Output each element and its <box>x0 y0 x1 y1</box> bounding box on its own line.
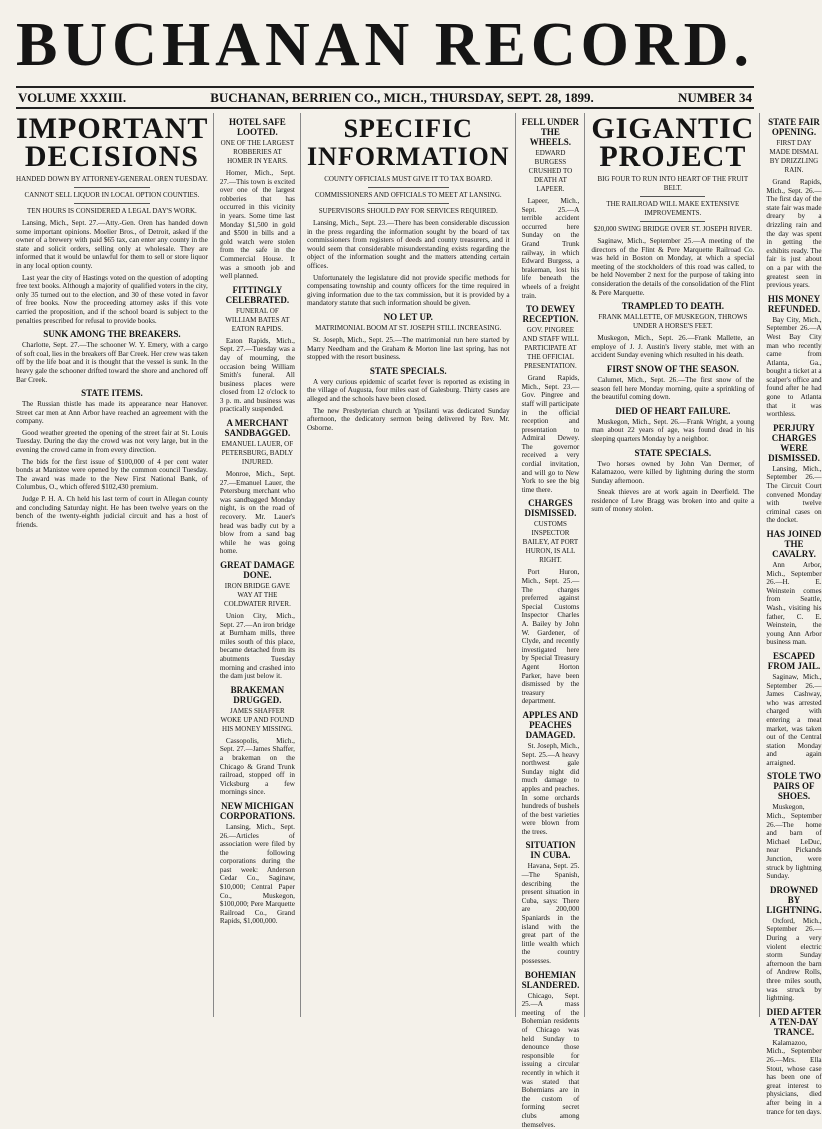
divider <box>74 203 151 204</box>
article-paragraph: Calumet, Mich., Sept. 26.—The first snow of the season fell here Monday morning, quite a sprinkling of the beautiful coming down. <box>591 375 755 402</box>
subhead: ESCAPED FROM JAIL. <box>767 650 821 671</box>
headline-hotel-safe: HOTEL SAFE LOOTED. <box>229 117 286 137</box>
subhead: PERJURY CHARGES WERE DISMISSED. <box>768 422 820 463</box>
deck: FIRST DAY MADE DISMAL BY DRIZZLING RAIN. <box>769 139 819 174</box>
column-3 <box>307 113 516 1017</box>
article-paragraph: Chicago, Sept. 25.—A mass meeting of the Bohemian residents of Chicago was held Sunday to denounce those responsible for issuing a circular recently in which it was stated that Bohemians are in the custom of forming secret clubs among themselves. <box>521 991 580 1129</box>
article-paragraph: Oxford, Mich., September 26.—During a very violent electric storm Sunday afternoon the barn of Andrew Rolls, three miles south, was struck by lightning. <box>766 916 822 1003</box>
article-paragraph: Monroe, Mich., Sept. 27.—Emanuel Lauer, the Petersburg merchant who was sandbagged Monday night, is on the road of recovery. Mr. Lauer's head was badly cut by a blow from a sand bag while he was going home. <box>219 470 295 556</box>
subhead: APPLES AND PEACHES DAMAGED. <box>522 709 579 740</box>
article-paragraph: A very curious epidemic of scarlet fever is reported as existing in the village of Augusta, four miles east of Galesburg. Thirty cases are alleged and the schools have been closed. <box>306 377 510 403</box>
deck: IRON BRIDGE GAVE WAY AT THE COLDWATER RIVER. <box>223 582 291 608</box>
article-paragraph: Port Huron, Mich., Sept. 25.—The charges preferred against Special Customs Inspector Charles A. Bailey by John W. Gardener, of Clyde, and recently investigated here by Special Treasury Agent Horton Parker, have been dismissed by the treasury department. <box>521 568 580 706</box>
article-paragraph: Lansing, Mich., Sept. 27.—Atty.-Gen. Oren has handed down some important opinions. Moelier Bros., of Detroit, asked if the owner of a brewery with paid $65 tax, can enter any county in the state and solicit orders, selling only at wholesale. They are informed that it would be unlawful for them to sell or store liquor in any local option county. <box>16 219 208 270</box>
headline-specific-information: SPECIFIC INFORMATION <box>306 114 510 171</box>
headline-state-fair: STATE FAIR OPENING. <box>768 117 820 137</box>
column-4 <box>521 113 586 1129</box>
subhead: A MERCHANT SANDBAGGED. <box>224 418 291 439</box>
article-paragraph: Union City, Mich., Sept. 27.—An iron bridge at Burnham mills, three miles south of this place, became detached from its abutments Tuesday morning and crashed into the dam just below it. <box>219 612 295 681</box>
deck: EMANUEL LAUER, OF PETERSBURG, BADLY INJURED. <box>221 440 294 467</box>
article-paragraph: Good weather greeted the opening of the street fair at St. Louis Tuesday. During the day the crowd was not very large, but in the evening the crowd came in from every direction. <box>16 428 208 455</box>
subhead: FIRST SNOW OF THE SEASON. <box>606 363 739 374</box>
article-paragraph: Sneak thieves are at work again in Deerfield. The residence of Lew Bragg was broken into and quite a sum of money stolen. <box>591 488 755 514</box>
deck: JAMES SHAFFER WOKE UP AND FOUND HIS MONEY MISSING. <box>220 706 295 733</box>
deck: THE RAILROAD WILL MAKE EXTENSIVE IMPROVEMENTS. <box>606 200 740 217</box>
deck: $20,000 SWING BRIDGE OVER ST. JOSEPH RIVER. <box>593 225 752 233</box>
article-paragraph: Charlotte, Sept. 27.—The schooner W. Y. Emery, with a cargo of soft coal, lies in the breakers off Bar Creek. Her crew was taken off by the life boat and it is thought that the vessel is sunk. In the heavy gale the schooner drifted toward the shore and anchored off Bar Creek. <box>16 341 208 384</box>
article-paragraph: The Russian thistle has made its appearance near Hanover. Street car men at Ann Arbor have reached an agreement with the company. <box>16 400 208 426</box>
divider <box>640 196 705 197</box>
article-paragraph: Grand Rapids, Mich., Sept. 26.—The first day of the state fair was made dreary by a drizzling rain and the day was spent in getting the exhibits ready. The fair is just about on a par with the greatest seen in previous years. <box>766 178 822 290</box>
subhead: DIED AFTER A TEN-DAY TRANCE. <box>766 1006 822 1037</box>
column-2 <box>220 113 301 1017</box>
article-paragraph: St. Joseph, Mich., Sept. 25.—A heavy northwest gale Sunday night did much damage to apples and peaches. In some orchards hundreds of bushels of the best varieties were blown from the trees. <box>521 741 580 836</box>
article-paragraph: Grand Rapids, Mich., Sept. 23.—Gov. Pingree and staff will participate in the official reception and presentation to Admiral Dewey. The governor received a very cordial invitation, and will go to New York to see the big time there. <box>521 374 580 494</box>
divider <box>74 187 151 188</box>
deck: HANDED DOWN BY ATTORNEY-GENERAL OREN TUESDAY. <box>16 175 208 183</box>
article-paragraph: St. Joseph, Mich., Sept. 25.—The matrimonial run here started by Marry Needham and the Graham & Morton line last spring, has not stopped with the resort business. <box>306 335 510 362</box>
headline-important-decisions: IMPORTANT DECISIONS <box>16 112 209 173</box>
deck: COMMISSIONERS AND OFFICIALS TO MEET AT LANSING. <box>314 191 502 199</box>
masthead <box>16 10 754 86</box>
headline-fell-under-wheels: FELL UNDER THE WHEELS. <box>521 117 580 147</box>
subhead: BRAKEMAN DRUGGED. <box>230 684 285 705</box>
article-paragraph: Ann Arbor, Mich., September 26.—H. E. Weinstein comes from Seattle, Wash., visiting his father, C. E. Weinstein, the young Ann Arbor business man. <box>766 561 822 647</box>
dateline-bar <box>16 86 754 109</box>
article-paragraph: Muskegon, Mich., Sept. 26.—Frank Mallette, an employe of J. J. Austin's livery stable, met with an accident Sunday evening which resulted in his death. <box>591 334 755 360</box>
article-paragraph: Muskegon, Mich., Sept. 26.—Frank Wright, a young man about 22 years of age, was found dead in his sleeping quarters Monday by a neighbor. <box>591 417 755 443</box>
article-paragraph: Lansing, Mich., September 26.—The Circuit Court convened Monday with twelve criminal cases on the docket. <box>766 464 822 525</box>
column-6 <box>766 113 822 1116</box>
article-paragraph: Saginaw, Mich., September 26.—James Cashway, who was arrested charged with entering a meat market, was taken out of the Central station Monday and again arraigned. <box>766 672 822 767</box>
deck: ONE OF THE LARGEST ROBBERIES AT HOMER IN YEARS. <box>220 139 295 165</box>
article-paragraph: Kalamazoo, Mich., September 26.—Mrs. Ella Stout, whose case has been one of great interest to physicians, died after being in a trance for ten days. <box>766 1038 822 1116</box>
article-paragraph: Saginaw, Mich., September 25.—A meeting of the directors of the Flint & Pere Marquette Railroad Co. was held in Boston on Monday, at which a special meeting of the stockholders of this road was called, to be held November 2 next for the purpose of taking into consideration the details of the consolidation of the Flint & Pere Marquette. <box>591 237 755 297</box>
issue-number: NUMBER 34 <box>677 89 752 105</box>
newspaper-title: BUCHANAN RECORD. <box>16 11 754 79</box>
article-paragraph: Cassopolis, Mich., Sept. 27.—James Shaffer, a brakeman on the Chicago & Grand Trunk railroad, stopped off in Vicksburg a few mornings since. <box>219 736 295 797</box>
subhead: NO LET UP. <box>383 311 433 322</box>
article-paragraph: Lansing, Mich., Sept. 26.—Articles of association were filed by the following corporations during the past week: Anderson Cedar Co., Saginaw, $10,000; Central Paper Co., Muskegon, $100,000; Pere Marquette Railroad Co., Grand Rapids, $1,000,000. <box>219 822 295 926</box>
subhead: CHARGES DISMISSED. <box>524 498 577 519</box>
article-paragraph: Last year the city of Hastings voted on the question of adopting free text books. Although a majority of qualified voters in the city, only 35 turned out to the election, and 30 of these voted in favor of free books. Now the proceeding attorney asks if this vote carried the proposition, and if the school board is subject to the penalties prescribed for refusal to provide books. <box>16 273 208 325</box>
volume-label: VOLUME XXXIII. <box>18 89 127 105</box>
place-date: BUCHANAN, BERRIEN CO., MICH., THURSDAY, SEPT. 28, 1899. <box>210 89 594 105</box>
article-paragraph: Lapeer, Mich., Sept. 25.—A terrible accident occurred here Sunday on the Grand Trunk railway, in which Edward Burgess, a brakeman, lost his life beneath the wheels of a freight train. <box>521 197 580 300</box>
article-paragraph: Bay City, Mich., September 26.—A West Bay City man who recently came from Atlanta, Ga., bought a ticket at a scalper's office and found after he had gone to Atlanta that it was worthless. <box>766 315 822 419</box>
deck: TEN HOURS IS CONSIDERED A LEGAL DAY'S WORK. <box>27 207 197 215</box>
subhead-state-items: STATE ITEMS. <box>81 388 143 399</box>
subhead: DROWNED BY LIGHTNING. <box>766 884 822 915</box>
article-paragraph: Homer, Mich., Sept. 27.—This town is excited over one of the largest robberies that has occurred in this vicinity in years. Some time last Monday $1,500 in gold and $500 in bills and a gold watch were stolen from the safe in the Commercial House. It was a smooth job and well planned. <box>219 169 295 281</box>
subhead-state-specials: STATE SPECIALS. <box>634 447 712 458</box>
deck: FRANK MALLETTE, OF MUSKEGON, THROWS UNDER A HORSE'S FEET. <box>598 313 748 331</box>
column-1 <box>16 113 214 1017</box>
deck: FUNERAL OF WILLIAM BATES AT EATON RAPIDS. <box>225 306 290 333</box>
subhead: TO DEWEY RECEPTION. <box>522 304 579 325</box>
divider <box>368 187 449 188</box>
article-paragraph: Lansing, Mich., Sept. 23.—There has been considerable discussion in the press regarding the information sought by the board of tax commissioners from registers of deeds and county treasurers, and it would seem that considerable misunderstanding exists regarding the object of the information sought and the matters attending certain offices. <box>306 219 510 270</box>
subhead-state-specials: STATE SPECIALS. <box>369 365 447 376</box>
article-paragraph: Two horses owned by John Van Dermer, of Kalamazoo, were killed by lightning during the storm Sunday afternoon. <box>591 459 755 485</box>
deck: SUPERVISORS SHOULD PAY FOR SERVICES REQUIRED. <box>318 207 498 215</box>
column-5 <box>591 113 760 1017</box>
deck: COUNTY OFFICIALS MUST GIVE IT TO TAX BOARD. <box>324 175 493 183</box>
deck: MATRIMONIAL BOOM AT ST. JOSEPH STILL INCREASING. <box>315 323 502 332</box>
article-columns <box>16 112 822 1129</box>
article-paragraph: Unfortunately the legislature did not provide specific methods for compensating township and county officers for the time required in giving information due to the tax commission, but it is provided by a mandatory statute that such information should be given. <box>306 273 510 308</box>
article-paragraph: Eaton Rapids, Mich., Sept. 27.—Tuesday was a day of mourning, the occasion being William Smith's funeral. All business places were closed from 12 o'clock to 3 p. m. and business was practically suspended. <box>219 336 295 414</box>
headline-gigantic-project: GIGANTIC PROJECT <box>591 112 755 173</box>
divider <box>368 203 449 204</box>
subhead: NEW MICHIGAN CORPORATIONS. <box>219 800 295 821</box>
deck: CUSTOMS INSPECTOR BAILEY, AT PORT HURON, IS ALL RIGHT. <box>522 520 579 565</box>
article-paragraph: The bids for the first issue of $100,000 of 4 per cent water bonds at Manistee were opened by the common council Tuesday. The award was made to the New First National Bank, of Columbus, O., which offered $102,430 premium. <box>16 457 208 492</box>
subhead: GREAT DAMAGE DONE. <box>220 560 295 580</box>
subhead: FITTINGLY CELEBRATED. <box>225 284 290 305</box>
article-paragraph: Muskegon, Mich., September 26.—The home and barn of Michael LeDuc, near Pickands Junction, were struck by lightning Sunday. <box>766 803 822 881</box>
article-paragraph: Havana, Sept. 25.—The Spanish, describing the present situation in Cuba, says: There are 200,000 Spaniards in the island with the great part of the little wealth which the country possesses. <box>521 862 580 965</box>
deck: CANNOT SELL LIQUOR IN LOCAL OPTION COUNTIES. <box>24 191 200 199</box>
deck: BIG FOUR TO RUN INTO HEART OF THE FRUIT BELT. <box>597 175 749 192</box>
subhead: HAS JOINED THE CAVALRY. <box>766 529 822 559</box>
deck: EDWARD BURGESS CRUSHED TO DEATH AT LAPEER. <box>528 149 573 193</box>
subhead: HIS MONEY REFUNDED. <box>767 293 821 314</box>
subhead: SITUATION IN CUBA. <box>525 840 576 861</box>
subhead: STOLE TWO PAIRS OF SHOES. <box>767 771 821 802</box>
divider <box>640 221 705 222</box>
subhead: BOHEMIAN SLANDERED. <box>521 969 580 990</box>
subhead: DIED OF HEART FAILURE. <box>615 405 731 416</box>
article-paragraph: Judge P. H. A. Ch held his last term of court in Allegan county and concluding Saturday night. He has been twelve years on the bench of the twenty-eighth judicial circuit and has a host of friends. <box>16 495 208 529</box>
subhead: SUNK AMONG THE BREAKERS. <box>43 329 181 340</box>
article-paragraph: The new Presbyterian church at Ypsilanti was dedicated Sunday afternoon, the dedicatory sermon being delivered by Rev. Mr. Osborne. <box>306 406 510 432</box>
deck: GOV. PINGREE AND STAFF WILL PARTICIPATE AT THE OFFICIAL PRESENTATION. <box>522 326 579 371</box>
subhead: TRAMPLED TO DEATH. <box>621 301 724 312</box>
